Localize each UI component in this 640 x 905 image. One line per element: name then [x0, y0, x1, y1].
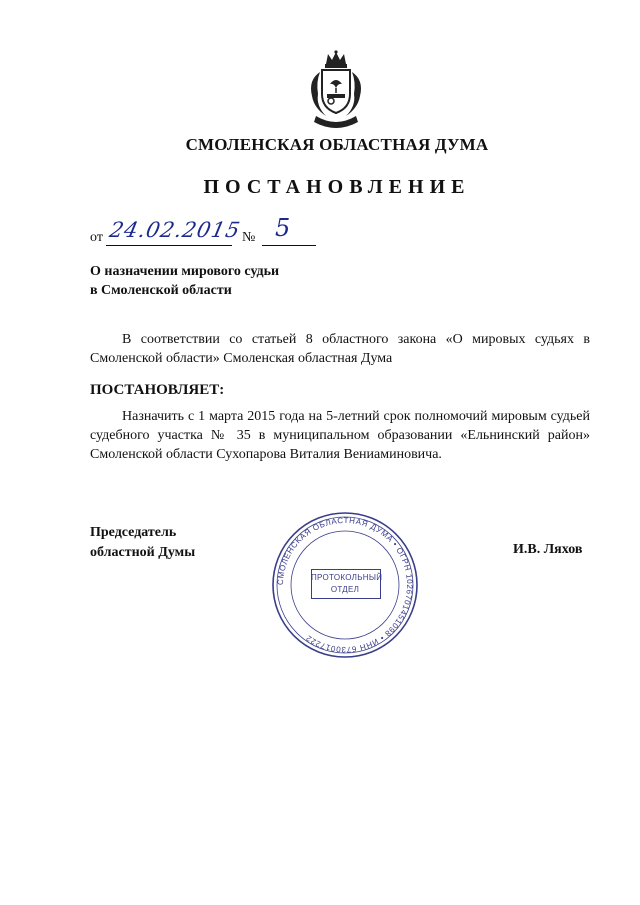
handwritten-number: 5 — [275, 214, 291, 242]
date-underline — [106, 245, 232, 246]
number-sign: № — [242, 230, 256, 245]
signatory-title-line: Председатель — [90, 525, 177, 540]
date-number-line — [90, 214, 350, 248]
seal-center-text: ПРОТОКОЛЬНЫЙ — [311, 573, 383, 582]
subject-line: О назначении мирового судьи — [90, 264, 280, 279]
signatory-title — [90, 523, 195, 563]
signatory-title-line: областной Думы — [90, 545, 196, 560]
number-underline — [262, 245, 316, 246]
document-subject — [90, 262, 279, 300]
resolution-paragraph: Назначить с 1 марта 2015 года на 5-летний срок полномочий мировым судьей судебного участка № 35 в муниципальном образовании «Ельнинский район» Смоленской области Сухопарова Виталия Вениаминовича. — [90, 409, 590, 462]
seal-center-text: ОТДЕЛ — [330, 585, 360, 594]
signatory-name: И.В. Ляхов — [513, 542, 583, 557]
handwritten-date: 24.02.2015 — [107, 218, 243, 242]
coat-of-arms-icon — [300, 50, 372, 130]
preamble-paragraph: В соответствии со статьей 8 областного закона «О мировых судьях в Смоленской области» Смоленская областная Дума — [90, 332, 590, 366]
date-prefix: от — [90, 230, 103, 245]
document-type: ПОСТАНОВЛЕНИЕ — [203, 176, 471, 198]
subject-line: в Смоленской области — [90, 283, 232, 298]
seal-outer-text: СМОЛЕНСКАЯ ОБЛАСТНАЯ ДУМА • ОГРН 1026701451098 • ИНН 6730017222 — [275, 515, 415, 655]
organization-title: СМОЛЕНСКАЯ ОБЛАСТНАЯ ДУМА — [185, 135, 489, 154]
decree-heading: ПОСТАНОВЛЯЕТ: — [90, 382, 225, 398]
